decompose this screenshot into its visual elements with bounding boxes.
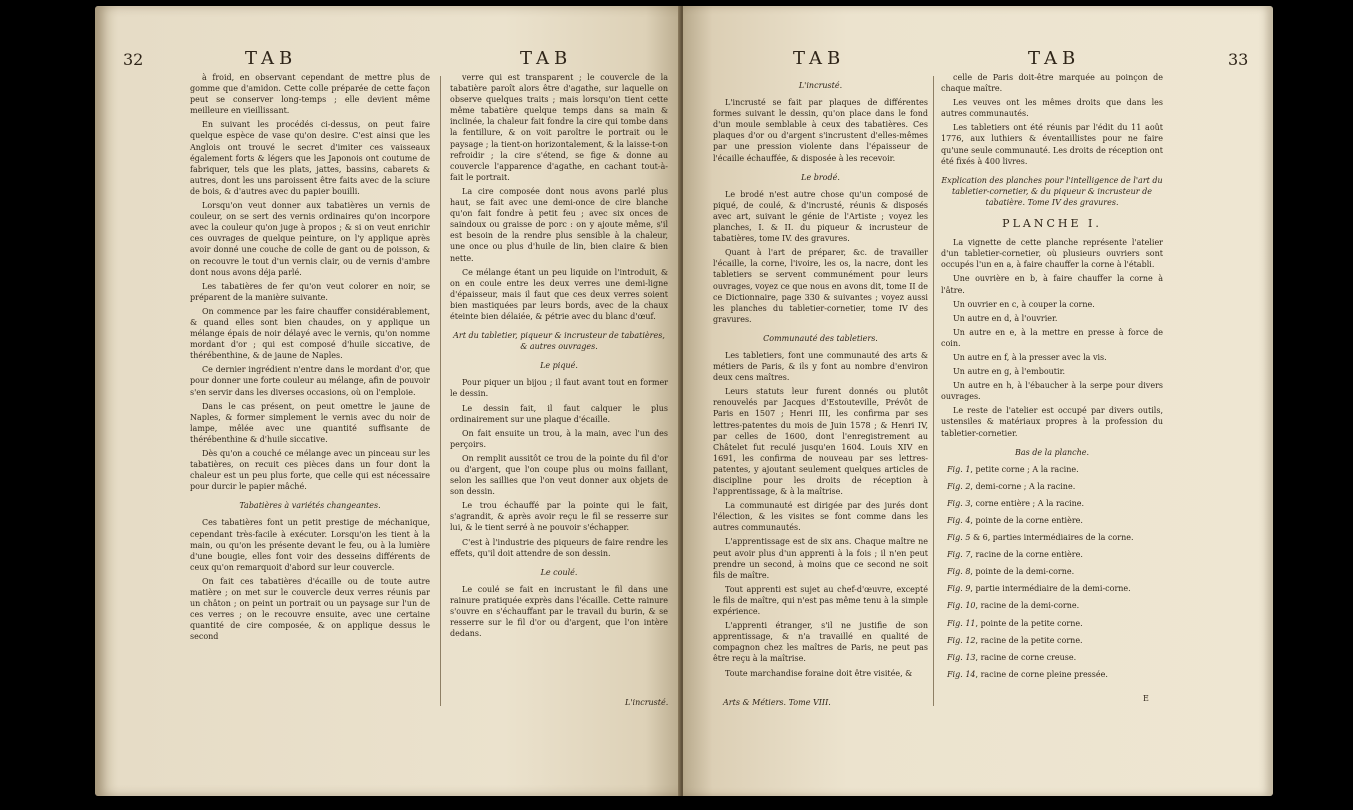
left-page — [95, 6, 681, 796]
catchword: L'incrusté. — [625, 698, 669, 707]
figure-caption — [947, 481, 1163, 492]
figure-text: , pointe de la corne entière. — [970, 516, 1083, 525]
figure-text: , racine de la corne entière. — [970, 550, 1083, 560]
paragraph: La communauté est dirigée par des jurés dont l'élection, & les visites se font comme dans les autres communautés. — [713, 501, 928, 533]
section-heading: L'incrusté. — [798, 81, 843, 90]
paragraph: celle de Paris doit-être marquée au poinçon de chaque maître. — [941, 73, 1163, 94]
figure-caption — [947, 498, 1163, 509]
figure-caption — [947, 635, 1163, 646]
figure-caption — [947, 566, 1163, 577]
paragraph: Toute marchandise foraine doit être visitée, & — [725, 668, 913, 678]
signature-mark: E — [1143, 694, 1149, 703]
column-rule — [440, 76, 441, 706]
paragraph: Le trou échauffé par la pointe qui le fait, s'agrandit, & après avoir reçu le fil se resserre sur lui, & le tient serré à ne pouvoir s'échapper. — [450, 501, 668, 533]
paragraph: Ces tabatières font un petit prestige de méchanique, cependant très-facile à exécuter. Lorsqu'on les tient à la main, ou qu'on les présente devant le feu, ou à la lumière d'une bougie, elles font voir des desseins différents de ceux qu'on remarquoit d'abord sur leur couvercle. — [190, 518, 430, 572]
plate-title: PLANCHE I. — [1002, 217, 1102, 231]
figure-number: Fig. 9 — [947, 584, 971, 594]
paragraph: Les tabatières de fer qu'on veut colorer en noir, se préparent de la manière suivante. — [190, 281, 430, 302]
paragraph: La cire composée dont nous avons parlé plus haut, se fait avec une demi-once de cire blanche qu'on fait fondre à petit feu ; avec six onces de saindoux ou graisse de porc : on y ajoute même, s'il est besoin de la rendre plus sensible à la chaleur, une once ou plus d'huile de lin, bien claire & bien nette. — [450, 186, 668, 263]
right-column-2 — [941, 72, 1163, 686]
column-rule — [933, 76, 934, 706]
page-number-right: 33 — [1228, 50, 1249, 69]
paragraph: On fait ces tabatières d'écaille ou de toute autre matière ; on met sur le couvercle deux verres réunis par un châton ; on peint un portrait ou un paysage sur l'un de ces verres ; on le recouvre ensuite, avec une certaine quantité de cire composée, & on applique dessus le second — [190, 576, 430, 642]
paragraph: Quant à l'art de préparer, &c. de travailler l'écaille, la corne, l'ivoire, les os, la nacre, dont les tabletiers se servent communément pour leurs ouvrages, voyez ce que nous en avons dit, tome II de ce Dictionnaire, page 330 & suivantes ; voyez aussi les planches du tabletier-cornetier, tome IV des gravures. — [713, 248, 928, 324]
figure-caption — [947, 600, 1163, 611]
figure-number: Fig. 3 — [947, 498, 971, 508]
figure-caption — [947, 583, 1163, 594]
figure-caption — [947, 464, 1163, 475]
running-head-left-2: TAB — [520, 48, 573, 69]
figure-number: Fig. 2 — [947, 481, 971, 491]
paragraph: Tout apprenti est sujet au chef-d'œuvre, excepté le fils de maître, qui n'est pas même tenu à la simple expérience. — [713, 584, 928, 617]
left-column-2 — [450, 72, 668, 642]
paragraph: Un autre en f, à la presser avec la vis. — [953, 352, 1107, 362]
book-spread — [95, 6, 1273, 796]
section-heading: Bas de la planche. — [1014, 447, 1090, 457]
paragraph: Un ouvrier en c, à couper la corne. — [953, 299, 1095, 309]
figure-number: Fig. 13 — [947, 652, 976, 662]
paragraph: L'apprenti étranger, s'il ne justifie de son apprentissage, & n'a travaillé en qualité de compagnon chez les maîtres de Paris, ne peut pas être reçu à la maîtrise. — [713, 621, 928, 664]
paragraph: Dès qu'on a couché ce mélange avec un pinceau sur les tabatières, on recuit ces pièces dans un four dont la chaleur est un peu plus forte, que celle qui est nécessaire pour durcir le papier mâché. — [190, 449, 430, 492]
paragraph: Un autre en h, à l'ébaucher à la serpe pour divers ouvrages. — [941, 381, 1163, 402]
section-heading: Le coulé. — [540, 567, 578, 577]
page-number-left: 32 — [123, 50, 144, 69]
figure-number: Fig. 10 — [947, 601, 976, 611]
paragraph: La vignette de cette planche représente l'atelier d'un tabletier-cornetier, où plusieurs ouvriers sont occupés l'un en a, à faire chauffer la corne à l'établi. — [941, 238, 1163, 270]
paragraph: Une ouvrière en b, à faire chauffer la corne à l'âtre. — [941, 274, 1163, 295]
paragraph: Leurs statuts leur furent donnés ou plutôt renouvelés par Jacques d'Estouteville, Prévôt de Paris en 1507 ; Henri III, les confirma par ses lettres-patentes du mois de Juin 1578 ; & Henri IV, par celles de 1600, dont l'enregistrement au Châtelet fut reculé jusqu'en 1604. Louis XIV en 1691, les confirma de nouveau par ses lettres-patentes, y ajoutant seulement quelques articles de discipline pour les droits de réception à l'apprentissage, & à la maîtrise. — [713, 387, 928, 497]
paragraph: Dans le cas présent, on peut omettre le jaune de Naples, & former simplement le vernis avec du noir de lampe, mêlée avec une quantité suffisante de thérébenthine & d'huile siccative. — [190, 401, 430, 444]
figure-number: Fig. 8 — [947, 567, 971, 577]
paragraph: Lorsqu'on veut donner aux tabatières un vernis de couleur, on se sert des vernis ordinaires qu'on incorpore avec la couleur qu'on juge à propos ; & si on veut enrichir ces ouvrages de quelque peinture, on l'y applique après avoir donné une couche de colle de gant ou de poisson, & on recouvre le tout d'un vernis clair, ou de vernis d'ambre dont nous avons déja parlé. — [190, 201, 430, 277]
figure-caption — [947, 652, 1163, 663]
figure-caption — [947, 549, 1163, 560]
section-heading: Tabatières à variétés changeantes. — [239, 501, 381, 511]
figure-number: Fig. 11 — [947, 618, 976, 628]
section-heading: Explication des planches pour l'intelligence de l'art du tabletier-cornetier, & du piqueur & incrusteur de tabatière. Tome IV des gravures. — [941, 175, 1163, 207]
figure-number: Fig. 1 — [947, 464, 971, 474]
paragraph: On fait ensuite un trou, à la main, avec l'un des perçoirs. — [450, 428, 668, 449]
figure-text: , pointe de la petite corne. — [975, 618, 1083, 628]
figure-text: , petite corne ; A la racine. — [970, 464, 1079, 474]
paragraph: verre qui est transparent ; le couvercle de la tabatière paroît alors être d'agathe, sur laquelle on observe quelques traits ; mais lorsqu'on tient cette même tabatière quelque temps dans sa main & inclinée, la chaleur fait fondre la cire qui tombe dans la fentillure, & on voit paroître le portrait ou le paysage ; la tient-on horizontalement, & la laisse-t-on refroidir ; la cire s'étend, se fige & donne au couvercle l'apparence d'agathe, en cachant tout-à-fait le portrait. — [450, 73, 668, 182]
paragraph: En suivant les procédés ci-dessus, on peut faire quelque espèce de vase qu'on desire. C'est ainsi que les Anglois ont trouvé le secret d'imiter ces vaisseaux également forts & légers que les Japonois ont coutume de fabriquer, tels que les plats, jattes, bassins, cabarets & autres, dont les uns paroissent être faits avec de la sciure de bois, & d'autres avec du papier bouilli. — [190, 120, 430, 196]
paragraph: L'apprentissage est de six ans. Chaque maître ne peut avoir plus d'un apprenti à la fois ; il n'en peut prendre un second, à moins que ce second ne soit fils de maître. — [713, 537, 928, 580]
figure-text: , racine de corne pleine pressée. — [975, 669, 1108, 679]
figure-number: Fig. 5 — [947, 533, 971, 543]
paragraph: Les tabletiers, font une communauté des arts & métiers de Paris, & ils y font au nombre d'environ deux cens maîtres. — [713, 350, 928, 383]
paragraph: L'incrusté se fait par plaques de différentes formes suivant le dessin, qu'on place dans le fond d'un moule semblable à ceux des tabatières. Ces plaques d'or ou d'argent s'incrustent d'elles-mêmes par une pression violente dans l'épaisseur de l'écaille échauffée, & disposée à les recevoir. — [713, 98, 928, 163]
paragraph: Le dessin fait, il faut calquer le plus ordinairement sur une plaque d'écaille. — [450, 403, 668, 424]
paragraph: C'est à l'industrie des piqueurs de faire rendre les effets, qu'il doit attendre de son dessin. — [450, 537, 668, 558]
figure-caption — [947, 669, 1163, 680]
paragraph: Un autre en g, à l'emboutir. — [953, 367, 1066, 377]
figure-text: , partie intermédiaire de la demi-corne. — [970, 584, 1131, 594]
figure-text: , demi-corne ; A la racine. — [970, 481, 1076, 491]
figure-text: , corne entière ; A la racine. — [970, 498, 1085, 508]
paragraph: On commence par les faire chauffer considérablement, & quand elles sont bien chaudes, on y applique un mélange épais de noir délayé avec le vernis, qu'on nomme mordant d'or ; qui est composé d'huile siccative, de thérébenthine, & de jaune de Naples. — [190, 306, 430, 361]
right-column-1 — [713, 72, 928, 682]
paragraph: Le coulé se fait en incrustant le fil dans une rainure pratiquée exprès dans l'écaille. Cette rainure s'ouvre en s'échauffant par le travail du burin, & se resserre sur le fil d'or ou d'argent, que l'on intère dedans. — [450, 584, 668, 639]
section-heading: Le piqué. — [540, 361, 578, 371]
paragraph: Pour piquer un bijou ; il faut avant tout en former le dessin. — [450, 378, 668, 399]
section-heading: Le brodé. — [801, 172, 840, 182]
figure-number: Fig. 14 — [947, 669, 976, 679]
figure-text: , racine de la demi-corne. — [975, 601, 1080, 611]
paragraph: Un autre en d, à l'ouvrier. — [953, 313, 1058, 323]
section-heading: Communauté des tabletiers. — [763, 333, 878, 343]
paragraph: Le reste de l'atelier est occupé par divers outils, ustensiles & matériaux propres à la profession du tabletier-cornetier. — [941, 406, 1163, 438]
figure-number: Fig. 12 — [947, 635, 976, 645]
figure-text: , racine de corne creuse. — [975, 652, 1077, 662]
right-page — [683, 6, 1273, 796]
left-column-1 — [190, 72, 430, 646]
paragraph: Les tabletiers ont été réunis par l'édit du 11 août 1776, aux luthiers & éventaillistes pour ne faire qu'une seule communauté. Les droits de réception ont été fixés à 400 livres. — [941, 123, 1163, 166]
running-head-right-2: TAB — [1028, 48, 1081, 69]
paragraph: Ce mélange étant un peu liquide on l'introduit, & on en coule entre les deux verres une demi-ligne d'épaisseur, mais il faut que ces deux verres soient bien mastiquées par leurs bords, avec de la chaux éteinte bien délaiée, & pétrie avec du blanc d'œuf. — [450, 267, 668, 321]
figure-text: , racine de la petite corne. — [975, 635, 1083, 645]
figure-number: Fig. 4 — [947, 516, 971, 525]
running-head-left-1: TAB — [245, 48, 298, 69]
paragraph: Le brodé n'est autre chose qu'un composé de piqué, de coulé, & d'incrusté, réunis & disposés avec art, suivant le génie de l'Artiste ; voyez les planches, I. & II. du piqueur & incrusteur de tabatières, tome IV. des gravures. — [713, 189, 928, 244]
figure-caption — [947, 618, 1163, 629]
paragraph: Un autre en e, à la mettre en presse à force de coin. — [941, 327, 1163, 348]
figure-number: Fig. 7 — [947, 550, 971, 560]
running-head-right-1: TAB — [793, 48, 846, 69]
signature-line: Arts & Métiers. Tome VIII. — [723, 698, 831, 707]
figure-text: & 6, parties intermédiaires de la corne. — [970, 533, 1134, 543]
paragraph: Ce dernier ingrédient n'entre dans le mordant d'or, que pour donner une forte couleur au mélange, afin de pouvoir s'en servir dans les diverses occasions, où on l'emploie. — [190, 365, 430, 397]
paragraph: Les veuves ont les mêmes droits que dans les autres communautés. — [941, 98, 1163, 119]
figure-caption — [947, 515, 1163, 526]
section-heading: Art du tabletier, piqueur & incrusteur de tabatières, & autres ouvrages. — [453, 331, 665, 352]
figure-caption — [947, 532, 1163, 543]
paragraph: On remplit aussitôt ce trou de la pointe du fil d'or ou d'argent, que l'on coupe plus ou moins faillant, selon les saillies que l'on veut donner aux objets de son dessin. — [450, 453, 668, 497]
paragraph: à froid, en observant cependant de mettre plus de gomme que d'amidon. Cette colle préparée de cette façon peut se conserver long-temps ; elle devient même meilleure en vieillissant. — [190, 73, 430, 116]
figure-text: , pointe de la demi-corne. — [970, 567, 1075, 577]
